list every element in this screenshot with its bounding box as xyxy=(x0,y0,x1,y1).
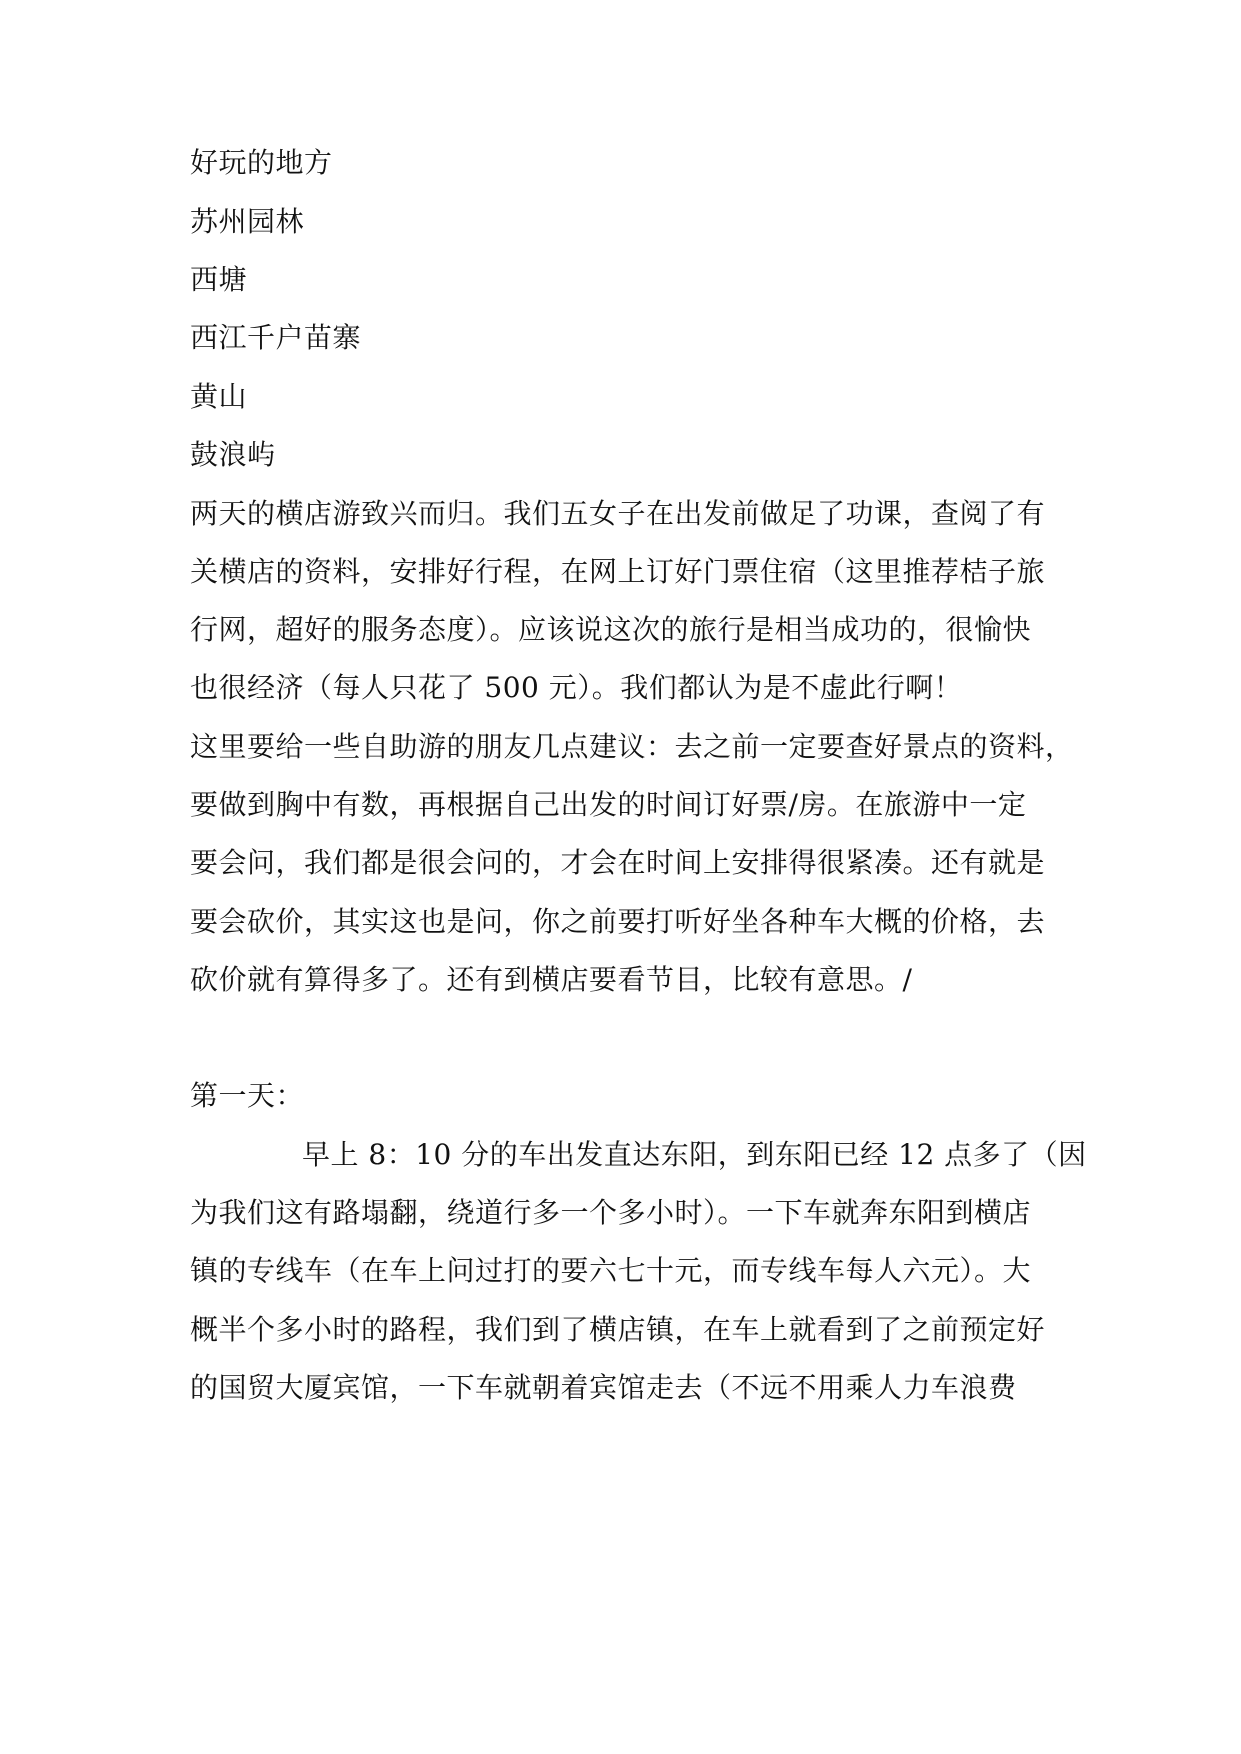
day1-paragraph-line: 的国贸大厦宾馆，一下车就朝着宾馆走去（不远不用乘人力车浪费 xyxy=(190,1371,1017,1404)
place-item: 苏州园林 xyxy=(190,205,305,238)
place-item: 黄山 xyxy=(190,380,248,413)
place-item: 鼓浪屿 xyxy=(190,438,276,471)
paragraph1-line: 两天的横店游致兴而归。我们五女子在出发前做足了功课，查阅了有 xyxy=(190,497,1046,530)
heading-fun-places: 好玩的地方 xyxy=(190,146,333,179)
paragraph1-line: 也很经济（每人只花了 500 元）。我们都认为是不虚此行啊！ xyxy=(190,671,963,704)
paragraph2-line: 要会砍价，其实这也是问，你之前要打听好坐各种车大概的价格，去 xyxy=(190,905,1046,938)
day1-paragraph-line: 早上 8：10 分的车出发直达东阳，到东阳已经 12 点多了（因 xyxy=(302,1138,1087,1171)
place-item: 西江千户苗寨 xyxy=(190,321,362,354)
day1-title: 第一天： xyxy=(190,1079,305,1112)
paragraph2-line: 要做到胸中有数，再根据自己出发的时间订好票/房。在旅游中一定 xyxy=(190,788,1027,821)
paragraph1-line: 关横店的资料，安排好行程，在网上订好门票住宿（这里推荐桔子旅 xyxy=(190,555,1046,588)
paragraph2-line: 这里要给一些自助游的朋友几点建议：去之前一定要查好景点的资料， xyxy=(190,730,1074,763)
day1-paragraph-line: 概半个多小时的路程，我们到了横店镇，在车上就看到了之前预定好 xyxy=(190,1313,1046,1346)
paragraph2-line: 砍价就有算得多了。还有到横店要看节目，比较有意思。/ xyxy=(190,963,913,996)
paragraph1-line: 行网，超好的服务态度）。应该说这次的旅行是相当成功的，很愉快 xyxy=(190,613,1032,646)
paragraph2-line: 要会问，我们都是很会问的，才会在时间上安排得很紧凑。还有就是 xyxy=(190,846,1046,879)
day1-paragraph-line: 为我们这有路塌翻，绕道行多一个多小时）。一下车就奔东阳到横店 xyxy=(190,1196,1032,1229)
place-item: 西塘 xyxy=(190,263,248,296)
day1-paragraph-line: 镇的专线车（在车上问过打的要六七十元，而专线车每人六元）。大 xyxy=(190,1254,1032,1287)
